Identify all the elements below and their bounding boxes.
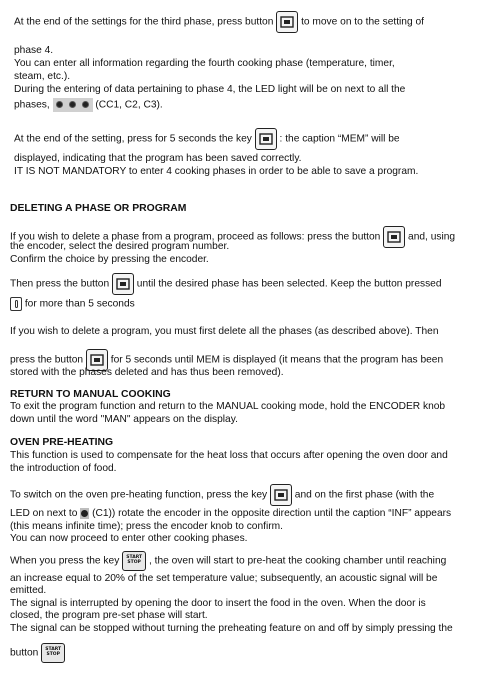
section-heading: RETURN TO MANUAL COOKING — [10, 389, 171, 400]
text: LED on next to — [10, 508, 78, 520]
text: phases, — [14, 99, 50, 111]
text-line — [10, 508, 451, 519]
text-line — [10, 643, 65, 663]
start-label: START — [45, 647, 62, 652]
text: (CC1, C2, C3). — [95, 99, 163, 111]
stop-label: STOP — [127, 560, 141, 565]
text: (C1)) rotate the encoder in the opposite direction until the caption “INF” appears — [92, 508, 452, 520]
text: press the button — [10, 354, 84, 366]
text-line: You can enter all information regarding the fourth cooking phase (temperature, timer, — [14, 58, 395, 69]
text: and on the first phase (with the — [294, 489, 435, 501]
start-label: START — [126, 555, 143, 560]
program-button-icon — [112, 273, 134, 295]
phase-leds-icon — [53, 98, 93, 112]
text-line: The signal is interrupted by opening the door to insert the food in the oven. When the door is — [10, 598, 426, 609]
led-c1-icon — [80, 508, 89, 519]
section-heading: DELETING A PHASE OR PROGRAM — [10, 203, 187, 214]
text: : the caption “MEM” will be — [279, 133, 400, 145]
text-line: the introduction of food. — [10, 463, 117, 474]
text-line: closed, the program pre-set phase will start. — [10, 610, 208, 621]
text-line: emitted. — [10, 585, 47, 596]
text-line: To exit the program function and return to the MANUAL cooking mode, hold the ENCODER knob — [10, 401, 446, 412]
text: At the end of the settings for the third phase, press button — [14, 16, 274, 28]
text-line: down until the word "MAN" appears on the display. — [10, 414, 238, 425]
text-line: phase 4. — [14, 45, 54, 56]
program-button-icon — [383, 226, 405, 248]
text-line: stored with the phases deleted and has thus been removed). — [10, 367, 284, 378]
text: for 5 seconds until MEM is displayed (it means that the program has been — [110, 354, 444, 366]
text-line — [14, 11, 424, 33]
text-line — [10, 484, 434, 506]
stop-label: STOP — [46, 652, 60, 657]
text-line — [14, 128, 400, 150]
text: If you wish to delete a phase from a program, proceed as follows: press the button — [10, 231, 381, 243]
text-line — [10, 551, 446, 571]
text-line — [10, 273, 442, 295]
text: Then press the button — [10, 278, 110, 290]
program-button-icon — [276, 11, 298, 33]
section-heading: OVEN PRE-HEATING — [10, 437, 114, 448]
core-probe-icon — [10, 297, 22, 311]
text-line: (this means infinite time); press the encoder knob to confirm. — [10, 521, 283, 532]
text-line: steam, etc.). — [14, 71, 71, 82]
start-stop-key-icon — [122, 551, 146, 571]
text-line: displayed, indicating that the program has been saved correctly. — [14, 153, 302, 164]
text: At the end of the setting, press for 5 seconds the key — [14, 133, 252, 145]
text-line — [14, 98, 163, 112]
text: until the desired phase has been selected. Keep the button pressed — [136, 278, 442, 290]
program-button-icon — [270, 484, 292, 506]
program-button-icon — [255, 128, 277, 150]
text-line — [10, 297, 135, 311]
text-line: an increase equal to 20% of the set temperature value; subsequently, an acoustic signal will be — [10, 573, 438, 584]
text: for more than 5 seconds — [24, 298, 135, 310]
start-stop-key-icon — [41, 643, 65, 663]
text: button — [10, 647, 39, 659]
text-line: Confirm the choice by pressing the encoder. — [10, 254, 209, 265]
text: to move on to the setting of — [301, 16, 424, 28]
text: To switch on the oven pre-heating function, press the key — [10, 489, 268, 501]
text-line: IT IS NOT MANDATORY to enter 4 cooking phases in order to be able to save a program. — [14, 166, 419, 177]
text: and, using — [408, 231, 456, 243]
text-line: the encoder, select the desired program number. — [10, 241, 230, 252]
text-line: If you wish to delete a program, you must first delete all the phases (as described above). Then — [10, 326, 439, 337]
text-line: You can now proceed to enter other cooking phases. — [10, 533, 248, 544]
text-line: The signal can be stopped without turning the preheating feature on and off by simply pressing the — [10, 623, 453, 634]
text: , the oven will start to pre-heat the cooking chamber until reaching — [148, 555, 447, 567]
text-line: During the entering of data pertaining to phase 4, the LED light will be on next to all the — [14, 84, 406, 95]
text: When you press the key — [10, 555, 120, 567]
text-line: This function is used to compensate for the heat loss that occurs after opening the oven door and — [10, 450, 448, 461]
